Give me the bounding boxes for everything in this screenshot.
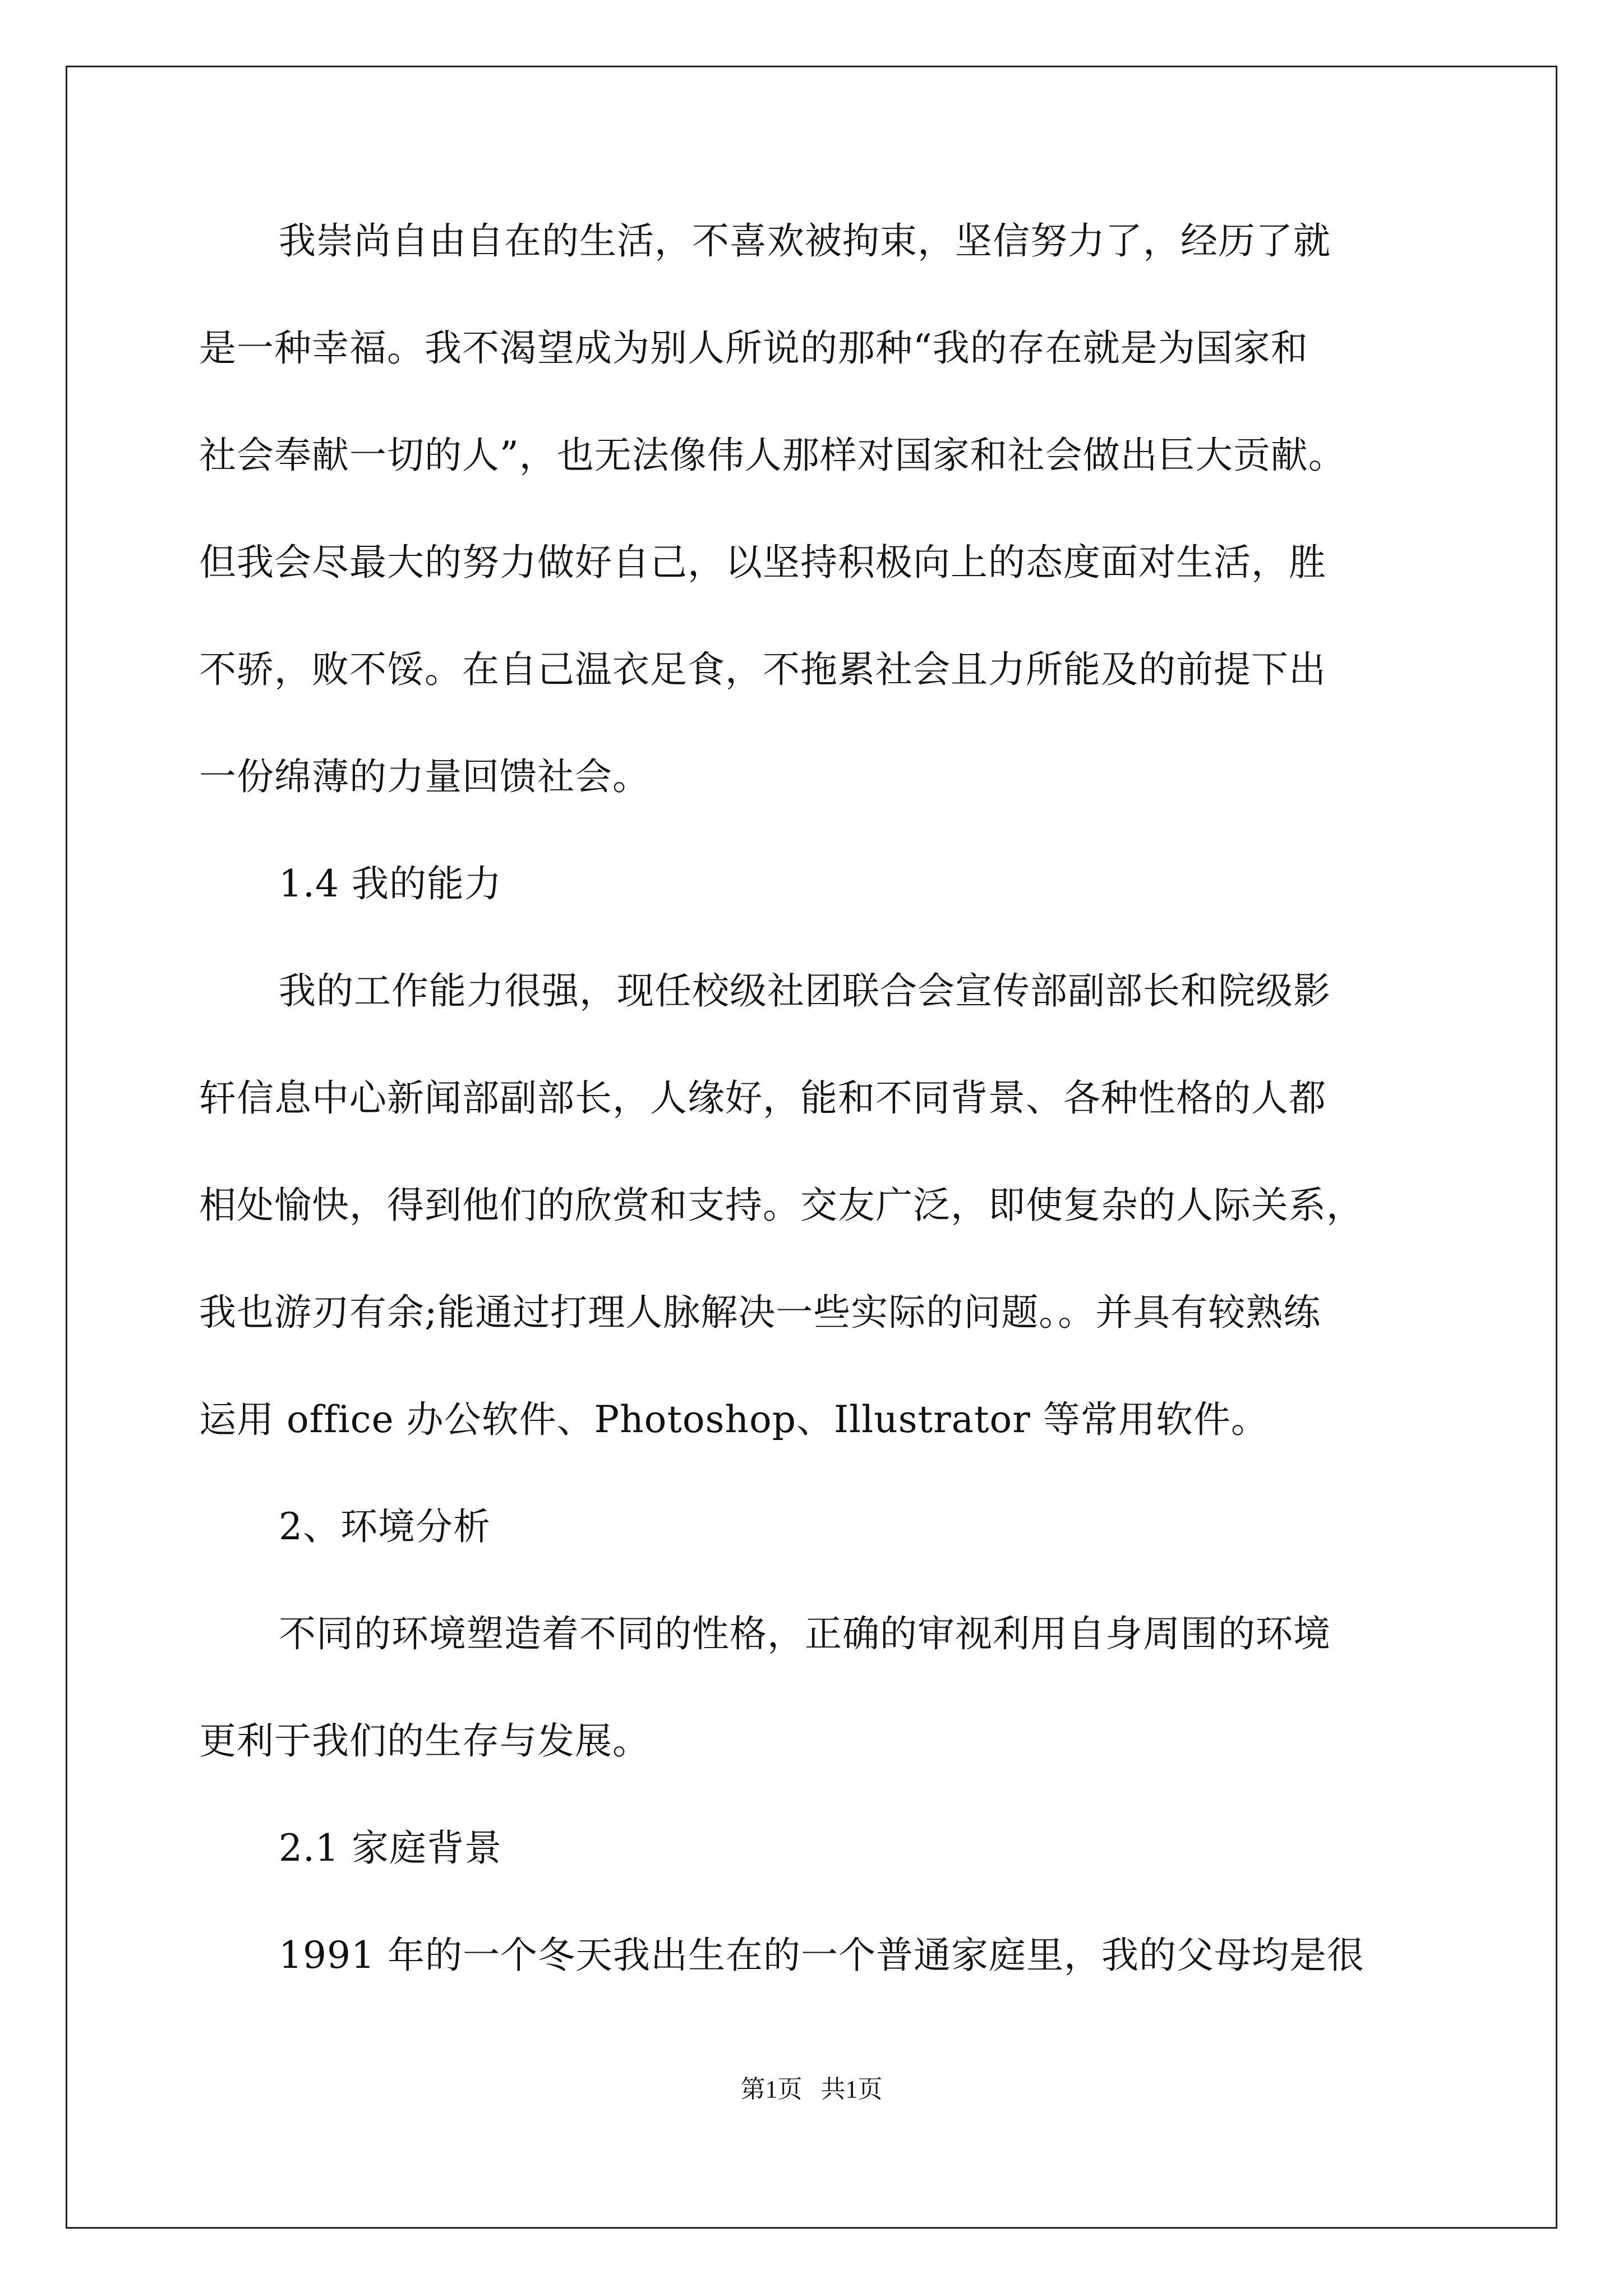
paragraph-line: 但我会尽最大的努力做好自己，以坚持积极向上的态度面对生活，胜 bbox=[199, 541, 1326, 584]
paragraph-line: 不骄，败不馁。在自己温衣足食，不拖累社会且力所能及的前提下出 bbox=[199, 648, 1326, 691]
paragraph-line: 不同的环境塑造着不同的性格，正确的审视利用自身周围的环境 bbox=[279, 1612, 1331, 1655]
paragraph-line: 一份绵薄的力量回馈社会。 bbox=[199, 755, 650, 798]
paragraph-line: 我的工作能力很强，现任校级社团联合会宣传部副部长和院级影 bbox=[279, 969, 1331, 1013]
paragraph-line: 是一种幸福。我不渴望成为别人所说的那种“我的存在就是为国家和 bbox=[199, 326, 1308, 370]
paragraph-line: 轩信息中心新闻部副部长，人缘好，能和不同背景、各种性格的人都 bbox=[199, 1076, 1326, 1120]
section-heading: 2、环境分析 bbox=[279, 1505, 491, 1548]
paragraph-line: 我也游刃有余;能通过打理人脉解决一些实际的问题。。并具有较熟练 bbox=[199, 1291, 1321, 1334]
page-number-footer: 第1页 共1页 bbox=[740, 2076, 883, 2103]
paragraph-line: 社会奉献一切的人”，也无法像伟人那样对国家和社会做出巨大贡献。 bbox=[199, 434, 1346, 477]
paragraph-line: 更利于我们的生存与发展。 bbox=[199, 1719, 650, 1763]
paragraph-line: 运用 office 办公软件、Photoshop、Illustrator 等常用软件。 bbox=[199, 1398, 1269, 1441]
paragraph-line: 我崇尚自由自在的生活，不喜欢被拘束，坚信努力了，经历了就 bbox=[279, 219, 1331, 263]
paragraph-line: 相处愉快，得到他们的欣赏和支持。交友广泛，即使复杂的人际关系， bbox=[199, 1184, 1364, 1227]
page-border bbox=[66, 66, 1557, 2229]
paragraph-line: 1991 年的一个冬天我出生在的一个普通家庭里，我的父母均是很 bbox=[279, 1934, 1364, 1977]
section-heading: 2.1 家庭背景 bbox=[279, 1826, 502, 1870]
section-heading: 1.4 我的能力 bbox=[279, 862, 502, 905]
